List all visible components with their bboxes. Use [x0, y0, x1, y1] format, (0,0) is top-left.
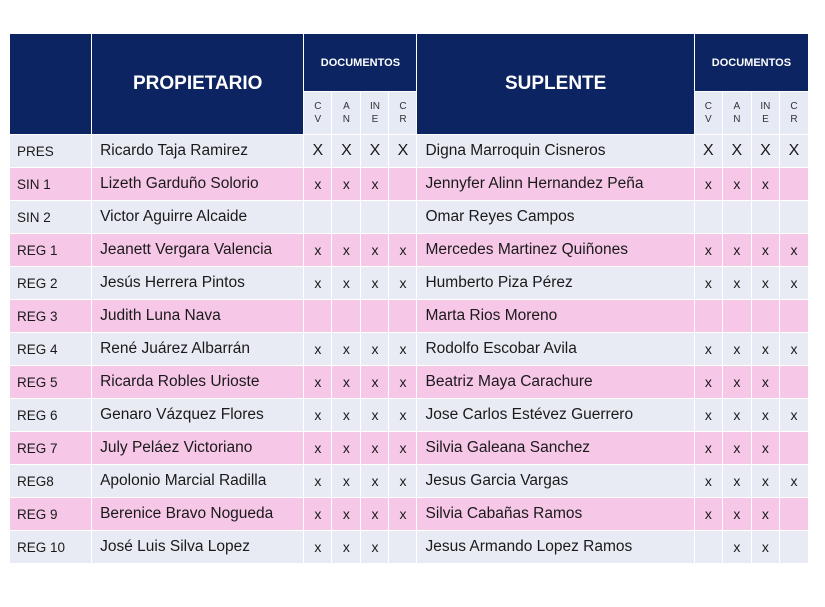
substitute-doc-mark: x: [694, 498, 722, 531]
substitute-documents-header: DOCUMENTOS: [694, 34, 808, 92]
table-row: [10, 267, 809, 300]
substitute-doc-mark: x: [751, 432, 779, 465]
position-code: REG8: [10, 465, 92, 498]
owner-name: René Juárez Albarrán: [92, 333, 304, 366]
table-body: [10, 135, 809, 564]
substitute-doc-mark: x: [751, 168, 779, 201]
position-code: REG 1: [10, 234, 92, 267]
position-code: REG 7: [10, 432, 92, 465]
substitute-doc-mark: x: [779, 333, 808, 366]
position-code: REG 9: [10, 498, 92, 531]
owner-doc-col-header: [389, 92, 417, 135]
table-row: [10, 366, 809, 399]
substitute-doc-mark: [722, 201, 751, 234]
table-row: [10, 465, 809, 498]
table-row: [10, 300, 809, 333]
position-code: SIN 1: [10, 168, 92, 201]
owner-doc-mark: x: [304, 432, 332, 465]
owner-name: Ricarda Robles Urioste: [92, 366, 304, 399]
owner-doc-mark: x: [304, 531, 332, 564]
owner-doc-mark: x: [361, 531, 389, 564]
owner-doc-mark: [332, 201, 361, 234]
substitute-doc-mark: [779, 498, 808, 531]
substitute-name: Jesus Armando Lopez Ramos: [417, 531, 694, 564]
substitute-doc-mark: x: [751, 366, 779, 399]
substitute-doc-mark: [751, 201, 779, 234]
substitute-doc-mark: x: [751, 267, 779, 300]
doc-col-letter: V: [705, 114, 712, 125]
owner-doc-mark: x: [389, 366, 417, 399]
position-code: REG 4: [10, 333, 92, 366]
doc-col-letter: A: [733, 101, 741, 112]
doc-col-letter: C: [314, 101, 322, 112]
substitute-doc-mark: x: [722, 465, 751, 498]
owner-doc-mark: [389, 300, 417, 333]
position-code: REG 3: [10, 300, 92, 333]
substitute-doc-mark: x: [694, 234, 722, 267]
substitute-doc-mark: x: [751, 333, 779, 366]
owner-doc-mark: [389, 531, 417, 564]
owner-doc-mark: [304, 201, 332, 234]
doc-col-letter: C: [704, 101, 712, 112]
substitute-doc-mark: x: [722, 333, 751, 366]
substitute-doc-mark: x: [694, 333, 722, 366]
owner-header: PROPIETARIO: [92, 34, 304, 135]
owner-doc-mark: [389, 201, 417, 234]
table-row: [10, 531, 809, 564]
substitute-doc-mark: x: [722, 531, 751, 564]
owner-doc-mark: x: [361, 366, 389, 399]
doc-col-letter: C: [399, 101, 407, 112]
doc-col-letter: R: [790, 114, 798, 125]
owner-name: Jesús Herrera Pintos: [92, 267, 304, 300]
substitute-doc-mark: [779, 201, 808, 234]
substitute-name: Jose Carlos Estévez Guerrero: [417, 399, 694, 432]
substitute-name: Silvia Galeana Sanchez: [417, 432, 694, 465]
substitute-doc-mark: [694, 300, 722, 333]
owner-doc-mark: X: [332, 135, 361, 168]
doc-col-letter: C: [790, 101, 798, 112]
substitute-doc-mark: [694, 201, 722, 234]
owner-doc-mark: x: [332, 366, 361, 399]
table-row: [10, 432, 809, 465]
substitute-doc-mark: x: [722, 168, 751, 201]
table-header: [10, 34, 809, 135]
substitute-doc-mark: x: [694, 465, 722, 498]
substitute-doc-mark: [722, 300, 751, 333]
substitute-doc-mark: [751, 300, 779, 333]
substitute-doc-mark: x: [779, 465, 808, 498]
table-row: [10, 399, 809, 432]
owner-doc-mark: x: [389, 498, 417, 531]
substitute-doc-mark: x: [694, 168, 722, 201]
owner-doc-mark: x: [361, 267, 389, 300]
doc-col-letter: IN: [369, 101, 380, 112]
owner-doc-mark: x: [389, 465, 417, 498]
substitute-doc-mark: x: [751, 234, 779, 267]
substitute-doc-col-header: [722, 92, 751, 135]
table-row: [10, 135, 809, 168]
substitute-doc-mark: x: [694, 267, 722, 300]
owner-doc-mark: x: [361, 498, 389, 531]
substitute-doc-mark: x: [779, 267, 808, 300]
substitute-name: Marta Rios Moreno: [417, 300, 694, 333]
substitute-doc-mark: [694, 531, 722, 564]
owner-doc-mark: x: [332, 498, 361, 531]
table-row: [10, 333, 809, 366]
owner-name: Apolonio Marcial Radilla: [92, 465, 304, 498]
owner-name: Jeanett Vergara Valencia: [92, 234, 304, 267]
position-code: SIN 2: [10, 201, 92, 234]
owner-doc-mark: x: [361, 168, 389, 201]
owner-doc-mark: x: [304, 465, 332, 498]
table-row: [10, 234, 809, 267]
owner-doc-mark: x: [361, 234, 389, 267]
doc-col-letter: V: [314, 114, 322, 125]
owner-doc-mark: [361, 300, 389, 333]
owner-doc-mark: x: [304, 399, 332, 432]
owner-doc-mark: x: [304, 333, 332, 366]
substitute-doc-mark: X: [751, 135, 779, 168]
substitute-doc-mark: x: [779, 234, 808, 267]
substitute-doc-mark: x: [722, 498, 751, 531]
substitute-doc-mark: [779, 168, 808, 201]
substitute-doc-mark: [779, 432, 808, 465]
substitute-doc-mark: x: [722, 399, 751, 432]
owner-doc-mark: x: [361, 333, 389, 366]
owner-doc-mark: x: [361, 465, 389, 498]
doc-col-letter: N: [733, 114, 741, 125]
position-code: REG 2: [10, 267, 92, 300]
doc-col-letter: IN: [760, 101, 771, 112]
owner-name: Victor Aguirre Alcaide: [92, 201, 304, 234]
owner-doc-mark: x: [332, 399, 361, 432]
substitute-doc-mark: x: [751, 465, 779, 498]
owner-doc-col-header: [332, 92, 361, 135]
substitute-doc-mark: [779, 300, 808, 333]
substitute-doc-mark: x: [751, 399, 779, 432]
substitute-header: SUPLENTE: [417, 34, 694, 135]
substitute-doc-mark: x: [751, 531, 779, 564]
owner-documents-header: DOCUMENTOS: [304, 34, 417, 92]
table-row: [10, 201, 809, 234]
substitute-doc-mark: X: [722, 135, 751, 168]
substitute-name: Beatriz Maya Carachure: [417, 366, 694, 399]
doc-col-letter: R: [399, 114, 407, 125]
owner-doc-mark: [361, 201, 389, 234]
owner-name: Judith Luna Nava: [92, 300, 304, 333]
owner-doc-mark: [304, 300, 332, 333]
doc-col-letter: E: [762, 114, 769, 125]
owner-doc-mark: x: [361, 399, 389, 432]
doc-col-letter: A: [343, 101, 350, 112]
substitute-name: Silvia Cabañas Ramos: [417, 498, 694, 531]
substitute-doc-mark: x: [694, 399, 722, 432]
owner-doc-mark: x: [389, 333, 417, 366]
owner-doc-mark: x: [332, 432, 361, 465]
owner-doc-mark: x: [304, 267, 332, 300]
substitute-doc-mark: x: [722, 366, 751, 399]
substitute-doc-col-header: [694, 92, 722, 135]
owner-doc-mark: x: [332, 168, 361, 201]
owner-doc-mark: [389, 168, 417, 201]
owner-doc-mark: x: [389, 234, 417, 267]
documents-table: [9, 33, 809, 564]
owner-doc-mark: x: [389, 399, 417, 432]
substitute-doc-mark: x: [722, 432, 751, 465]
code-header-cell: [10, 34, 92, 135]
substitute-doc-mark: X: [694, 135, 722, 168]
owner-doc-col-header: [361, 92, 389, 135]
substitute-doc-mark: x: [722, 267, 751, 300]
substitute-name: Omar Reyes Campos: [417, 201, 694, 234]
owner-doc-mark: X: [389, 135, 417, 168]
substitute-doc-mark: x: [694, 366, 722, 399]
owner-doc-mark: x: [332, 465, 361, 498]
owner-name: July Peláez Victoriano: [92, 432, 304, 465]
owner-doc-col-header: [304, 92, 332, 135]
owner-name: José Luis Silva Lopez: [92, 531, 304, 564]
substitute-doc-mark: x: [694, 432, 722, 465]
position-code: REG 10: [10, 531, 92, 564]
position-code: REG 5: [10, 366, 92, 399]
owner-doc-mark: x: [389, 432, 417, 465]
substitute-doc-col-header: [751, 92, 779, 135]
position-code: PRES: [10, 135, 92, 168]
owner-doc-mark: x: [304, 168, 332, 201]
owner-doc-mark: [332, 300, 361, 333]
substitute-name: Jennyfer Alinn Hernandez Peña: [417, 168, 694, 201]
owner-name: Genaro Vázquez Flores: [92, 399, 304, 432]
owner-doc-mark: x: [304, 366, 332, 399]
owner-name: Berenice Bravo Nogueda: [92, 498, 304, 531]
position-code: REG 6: [10, 399, 92, 432]
owner-doc-mark: x: [304, 498, 332, 531]
owner-doc-mark: X: [361, 135, 389, 168]
owner-doc-mark: x: [304, 234, 332, 267]
owner-doc-mark: x: [332, 267, 361, 300]
owner-doc-mark: x: [332, 531, 361, 564]
substitute-doc-mark: x: [722, 234, 751, 267]
owner-doc-mark: x: [332, 333, 361, 366]
owner-doc-mark: x: [361, 432, 389, 465]
table-row: [10, 168, 809, 201]
owner-doc-mark: x: [389, 267, 417, 300]
owner-doc-mark: x: [332, 234, 361, 267]
substitute-name: Mercedes Martinez Quiñones: [417, 234, 694, 267]
doc-col-letter: N: [342, 114, 351, 125]
substitute-doc-mark: [779, 531, 808, 564]
substitute-doc-col-header: [779, 92, 808, 135]
owner-name: Ricardo Taja Ramirez: [92, 135, 304, 168]
substitute-name: Jesus Garcia Vargas: [417, 465, 694, 498]
table-row: [10, 498, 809, 531]
doc-col-letter: E: [371, 114, 379, 125]
substitute-name: Humberto Piza Pérez: [417, 267, 694, 300]
substitute-doc-mark: [779, 366, 808, 399]
substitute-doc-mark: X: [779, 135, 808, 168]
substitute-doc-mark: x: [779, 399, 808, 432]
owner-doc-mark: X: [304, 135, 332, 168]
substitute-name: Digna Marroquin Cisneros: [417, 135, 694, 168]
owner-name: Lizeth Garduño Solorio: [92, 168, 304, 201]
substitute-doc-mark: x: [751, 498, 779, 531]
substitute-name: Rodolfo Escobar Avila: [417, 333, 694, 366]
